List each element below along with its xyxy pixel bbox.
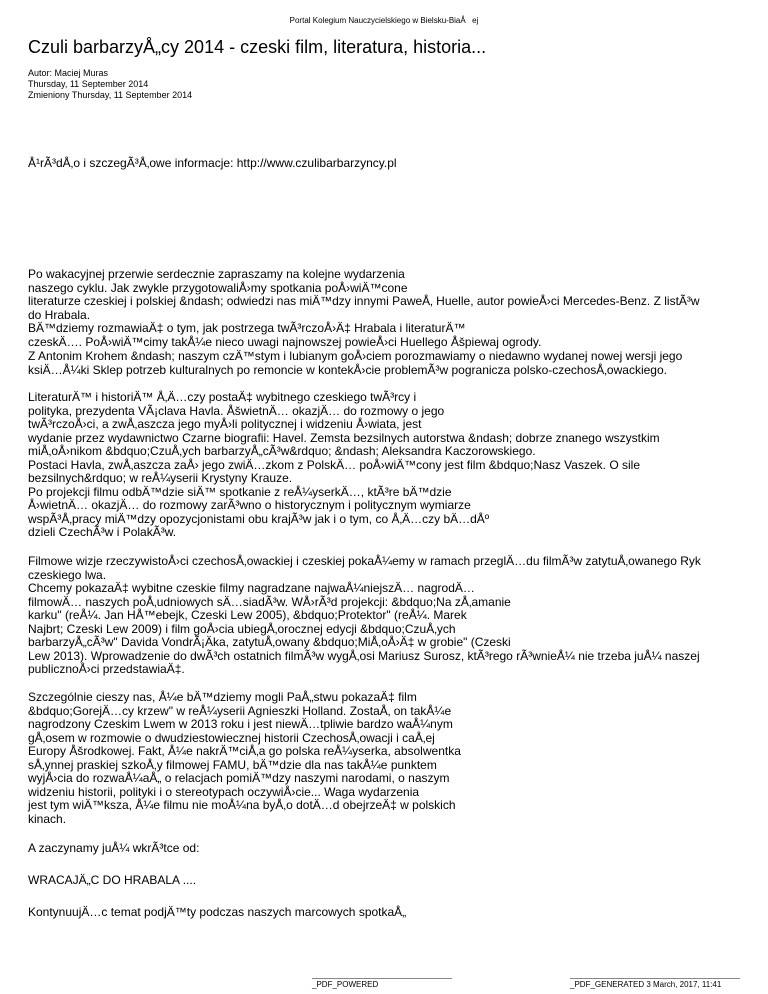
text-line: Szczególnie cieszy nas, Å¼e bÄ™dziemy mogli PaÅ„stwu pokazaÄ‡ film [28, 690, 417, 704]
author-line: Autor: Maciej Muras [28, 68, 109, 78]
paragraph-3 [28, 391, 740, 540]
text-line: publicznoÅ›ci przedstawiaÄ‡. [28, 662, 185, 676]
text-line: ksiÄ…Å¼ki Sklep potrzeb kulturalnych po remoncie w kontekÅ›cie problemÃ³w pogranicza polsko-czechosÅ‚owackiego. [28, 362, 667, 377]
text-line: wydanie przez wydawnictwo Czarne biografii: Havel. Zemsta bezsilnych autorstwa &ndash; dobrze znanego wszystkim [28, 430, 660, 445]
text-line: gÅ‚osem w rozmowie o dwudziestowiecznej historii CzechosÅ‚owacji i caÅ‚ej [28, 730, 435, 745]
text-line: Z Antonim Krohem &ndash; naszym czÄ™stym i lubianym goÅ›ciem porozmawiamy o niedawno wydanej nowej wersji jego [28, 349, 683, 363]
paragraph-2 [28, 350, 740, 377]
page-header: Portal Kolegium Nauczycielskiego w Bielsku-BiaÅej [289, 16, 479, 25]
text-line: dzieli CzechÃ³w i PolakÃ³w. [28, 525, 177, 539]
text-line: A zaczynamy juÅ¼ wkrÃ³tce od: [28, 841, 200, 855]
text-line: LiteraturÄ™ i historiÄ™ Å‚Ä…czy postaÄ‡ wybitnego czeskiego twÃ³rcy i [28, 390, 417, 404]
text-line: do Hrabala. [28, 307, 91, 322]
text-line: &bdquo;GorejÄ…cy krzew" w reÅ¼yserii Agnieszki Holland. ZostaÅ‚ on takÅ¼e [28, 703, 452, 718]
text-line: widzeniu historii, polityki i o stereotypach oczywiÅ›cie... Waga wydarzenia [28, 784, 420, 799]
closing-line-1 [28, 842, 740, 856]
text-line: wspÃ³Å‚pracy miÄ™dzy opozycjonistami obu krajÃ³w jak i o tym, co Å‚Ä…czy bÄ…dÅº [28, 511, 490, 526]
text-line: Po wakacyjnej przerwie serdecznie zapraszamy na kolejne wydarzenia [28, 267, 405, 281]
text-line: Lew 2013). Wprowadzenie do dwÃ³ch ostatnich filmÃ³w wygÅ‚osi Mariusz Surosz, ktÃ³rego rÃ³wnieÅ¼ nie trzeba juÅ¼ naszej [28, 648, 700, 663]
text-line: czeskiego lwa. [28, 567, 107, 582]
text-line: literaturze czeskiej i polskiej &ndash; odwiedzi nas miÄ™dzy innymi PaweÅ‚ Huelle, autor powieÅ›ci Mercedes-Benz. Z listÃ³w [28, 294, 700, 308]
closing-line-3 [28, 906, 740, 920]
text-line: Chcemy pokazaÄ‡ wybitne czeskie filmy nagradzane najwaÅ¼niejszÄ… nagrodÄ… [28, 581, 475, 595]
text-line: twÃ³rczoÅ›ci, a zwÅ‚aszcza jego myÅ›li politycznej i widzeniu Å›wiata, jest [28, 417, 422, 431]
text-line: BÄ™dziemy rozmawiaÄ‡ o tym, jak postrzega twÃ³rczoÅ›Ä‡ Hrabala i literaturÄ™ [28, 321, 466, 335]
text-line: Postaci Havla, zwÅ‚aszcza zaÅ› jego zwiÄ…zkom z PolskÄ… poÅ›wiÄ™cony jest film &bdquo;Nasz Vaszek. O sile [28, 457, 640, 472]
text-line: bezsilnych&rdquo; w reÅ¼yserii Krystyny Krauze. [28, 471, 293, 485]
text-line: wyjÅ›cia do rozwaÅ¼aÅ„ o relacjach pomiÄ™dzy naszymi narodami, o naszym [28, 771, 450, 785]
text-line: sÅ‚ynnej praskiej szkoÅ‚y filmowej FAMU, bÄ™dzie dla nas takÅ¼e punktem [28, 757, 437, 772]
article-meta [28, 68, 192, 101]
text-line: barbarzyÅ„cÃ³w" Davida VondrÃ¡Äka, zatytuÅ‚owany &bdquo;MiÅ‚oÅ›Ä‡ w grobie" (Czeski [28, 635, 511, 649]
text-line: polityka, prezydenta VÃ¡clava Havla. ÅšwietnÄ… okazjÄ… do rozmowy o jego [28, 403, 445, 418]
footer-rule-left [312, 978, 452, 979]
source-line [28, 157, 740, 171]
text-line: Najbrt; Czeski Lew 2009) i film goÅ›cia ubiegÅ‚orocznej edycji &bdquo;CzuÅ‚ych [28, 621, 456, 636]
text-line: nagrodzony Czeskim Lwem w 2013 roku i jest niewÄ…tpliwie bardzo waÅ¼nym [28, 717, 453, 731]
text-line: Po projekcji filmu odbÄ™dzie siÄ™ spotkanie z reÅ¼yserkÄ…, ktÃ³re bÄ™dzie [28, 484, 452, 499]
paragraph-5 [28, 691, 740, 826]
text-line: karku" (reÅ¼. Jan HÅ™ebejk, Czeski Lew 2005), &bdquo;Protektor" (reÅ¼. Marek [28, 608, 467, 622]
text-line: czeskÄ…. PoÅ›wiÄ™cimy takÅ¼e nieco uwagi najnowszej powieÅ›ci Huellego Åšpiewaj ogrody. [28, 334, 542, 349]
text-line: WRACAJÄ„C DO HRABALA .... [28, 873, 197, 887]
article-title: Czuli barbarzyÅ„cy 2014 - czeski film, literatura, historia... [28, 37, 487, 57]
text-line: KontynuujÄ…c temat podjÄ™ty podczas naszych marcowych spotkaÅ„ [28, 905, 407, 919]
closing-line-2 [28, 874, 740, 888]
text-line: Filmowe wizje rzeczywistoÅ›ci czechosÅ‚owackiej i czeskiej pokaÅ¼emy w ramach przeglÄ…du filmÃ³w zatytuÅ‚owanego Ryk [28, 554, 701, 568]
footer-powered: _PDF_POWERED [312, 980, 379, 989]
paragraph-1 [28, 268, 740, 349]
footer-rule-right [570, 978, 740, 979]
text-line: Europy Åšrodkowej. Fakt, Å¼e nakrÄ™ciÅ‚a go polska reÅ¼yserka, absolwentka [28, 744, 461, 758]
source-text: Å¹rÃ³dÅ‚o i szczegÃ³Å‚owe informacje: http://www.czulibarbarzyncy.pl [28, 156, 397, 170]
text-line: kinach. [28, 811, 67, 826]
text-line: naszego cyklu. Jak zwykle przygotowaliÅ›my spotkania poÅ›wiÄ™cone [28, 280, 408, 295]
paragraph-4 [28, 555, 740, 677]
modified-line: Zmieniony Thursday, 11 September 2014 [28, 90, 193, 100]
text-line: filmowÄ… naszych poÅ‚udniowych sÄ…siadÃ³w. WÅ›rÃ³d projekcji: &bdquo;Na zÅ‚amanie [28, 594, 511, 609]
text-line: Å›wietnÄ… okazjÄ… do rozmowy zarÃ³wno o historycznym i politycznym wymiarze [28, 498, 471, 512]
text-line: miÅ‚oÅ›nikom &bdquo;CzuÅ‚ych barbarzyÅ„cÃ³w&rdquo; &ndash; Aleksandra Kaczorowskiego. [28, 444, 536, 458]
text-line: jest tym wiÄ™ksza, Å¼e filmu nie moÅ¼na byÅ‚o dotÄ…d obejrzeÄ‡ w polskich [28, 798, 456, 812]
date-line: Thursday, 11 September 2014 [28, 79, 149, 89]
footer-generated: _PDF_GENERATED 3 March, 2017, 11:41 [570, 980, 722, 989]
